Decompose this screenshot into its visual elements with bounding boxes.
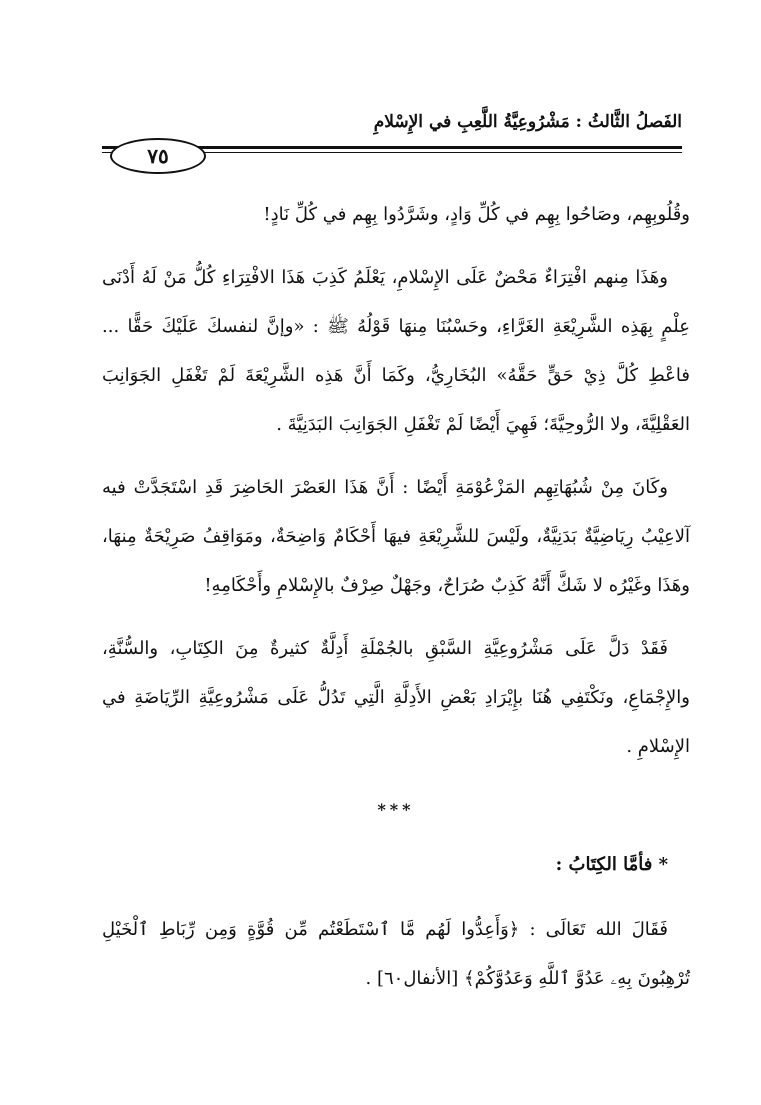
paragraph-4: فَقَدْ دَلَّ عَلَى مَشْرُوعِيَّةِ السَّبْقِ بالجُمْلَةِ أَدِلَّةٌ كثيرةٌ مِنَ الكِتَابِ، والسُّنَّةِ، والإِجْمَاعِ، ونَكْتَفِي هُنَا بإِيْرَادِ بَعْضِ الأَدِلَّةِ الَّتِي تَدُلُّ عَلَى مَشْرُوعِيَّةِ الرِّيَاضَةِ في الإِسْلامِ .	[102, 638, 690, 757]
chapter-title: الفَصلُ الثَّالثُ : مَشْرُوعِيَّةُ اللَّعِبِ في الإِسْلامِ	[373, 112, 682, 132]
page-number-oval	[110, 138, 206, 174]
page-body	[102, 190, 690, 1017]
paragraph-2: وهَذَا مِنهم افْتِرَاءٌ مَحْضٌ عَلَى الإِسْلامِ، يَعْلَمُ كَذِبَ هَذَا الافْتِرَاءِ كُلُّ مَنْ لَهُ أَدْنَى عِلْمٍ بِهَذِه الشَّرِيْعَةِ الغَرَّاءِ، وحَسْبُنَا مِنهَا قَوْلُهُ ﷺ : «وإنَّ لنفسكَ عَلَيْكَ حَقًّا ... فاعْطِ كُلَّ ذِيْ حَقٍّ حَقَّهُ» البُخَارِيُّ، وكَمَا أَنَّ هَذِه الشَّرِيْعَةَ لَمْ تَغْفَلِ الجَوَانِبَ العَقْلِيَّةَ، ولا الرُّوحِيَّةَ؛ فَهِيَ أَيْضًا لَمْ تَغْفَلِ الجَوَانِبَ البَدَنِيَّةَ .	[102, 267, 690, 435]
page-number: ٧٥	[147, 144, 169, 168]
page-header	[102, 112, 682, 182]
paragraph-3: وكَانَ مِنْ شُبُهَاتِهِم المَزْعُوْمَةِ أَيْضًا : أَنَّ هَذَا العَصْرَ الحَاضِرَ قَدِ اسْتَجَدَّتْ فيه آلاعِيْبُ رِيَاضِيَّةٌ بَدَنِيَّةٌ، ولَيْسَ للشَّرِيْعَةِ فيهَا أَحْكَامٌ وَاضِحَةٌ، ومَوَاقِفُ صَرِيْحَةٌ مِنهَا، وهَذَا وغَيْرُه لا شَكَّ أَنَّهُ كَذِبٌ صُرَاحٌ، وجَهْلٌ صِرْفٌ بالإِسْلامِ وأَحْكَامِهِ!	[102, 477, 690, 596]
section-heading: * فأمَّا الكِتَابُ :	[555, 854, 668, 875]
section-separator: ***	[377, 800, 415, 819]
paragraph-continuation: وقُلُوبِهِم، وصَاحُوا بِهِم في كُلِّ وَادٍ، وشَرَّدُوا بِهِم في كُلِّ نَادٍ!	[263, 204, 690, 225]
quran-verse-paragraph: فَقَالَ الله تَعَالَى : ﴿وَأَعِدُّوا لَهُم مَّا ٱسْتَطَعْتُم مِّن قُوَّةٍ وَمِن رِّبَاطِ ٱلْخَيْلِ تُرْهِبُونَ بِهِۦ عَدُوَّ ٱللَّهِ وَعَدُوَّكُمْ﴾ [الأنفال٦٠] .	[102, 919, 690, 989]
